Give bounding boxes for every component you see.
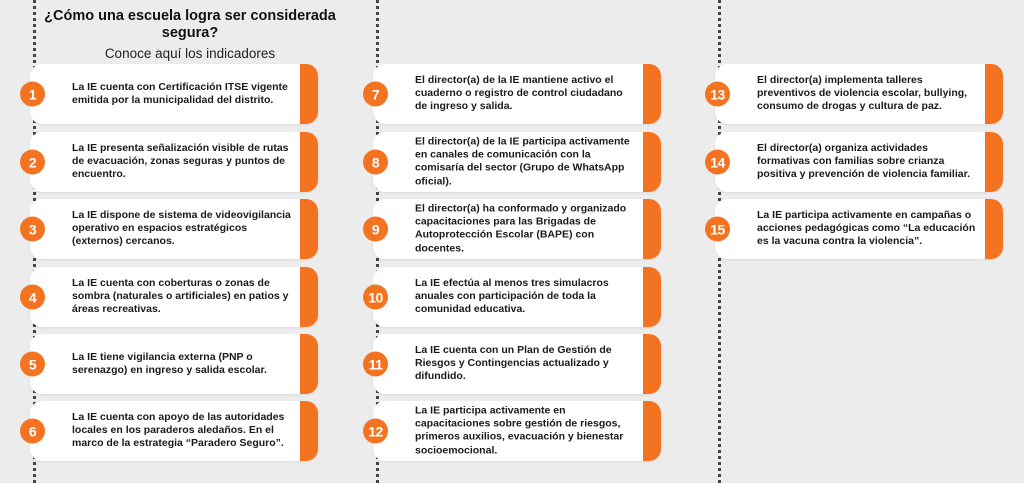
indicator-text: El director(a) de la IE mantiene activo el cuaderno o registro de control ciudadano de ingreso y salida. — [415, 74, 623, 113]
card-accent-tab — [300, 132, 318, 192]
card-accent-tab — [300, 401, 318, 461]
card-accent-tab — [300, 334, 318, 394]
card-accent-tab — [300, 64, 318, 124]
indicator-number-badge: 11 — [363, 352, 388, 377]
indicator-number-badge: 3 — [20, 217, 45, 242]
indicator-card — [710, 199, 1003, 259]
card-accent-tab — [643, 132, 661, 192]
card-accent-tab — [985, 132, 1003, 192]
card-accent-tab — [643, 334, 661, 394]
indicator-text: La IE cuenta con un Plan de Gestión de Riesgos y Contingencias actualizado y difundido. — [415, 344, 612, 383]
indicator-text: La IE cuenta con apoyo de las autoridades locales en los paraderos aledaños. En el marco de la estrategia “Paradero Seguro”. — [72, 411, 285, 450]
card-accent-tab — [300, 267, 318, 327]
indicator-card — [368, 334, 661, 394]
indicator-text: La IE efectúa al menos tres simulacros anuales con participación de toda la comunidad educativa. — [415, 277, 609, 316]
card-accent-tab — [300, 199, 318, 259]
indicator-card — [30, 267, 318, 327]
indicator-card — [710, 64, 1003, 124]
indicator-card — [373, 132, 661, 192]
indicator-card — [373, 64, 661, 124]
card-accent-tab — [643, 199, 661, 259]
indicator-text: El director(a) ha conformado y organizado capacitaciones para las Brigadas de Autoprotección Escolar (BAPE) con docentes. — [415, 202, 627, 255]
indicator-number-badge: 12 — [363, 419, 388, 444]
indicator-number-badge: 15 — [705, 217, 730, 242]
indicator-card — [30, 199, 318, 259]
card-accent-tab — [643, 64, 661, 124]
indicator-text: El director(a) implementa talleres preventivos de violencia escolar, bullying, consumo de drogas y cultura de paz. — [757, 74, 968, 113]
indicator-text: El director(a) organiza actividades formativas con familias sobre crianza positiva y prevención de violencia familiar. — [757, 142, 970, 181]
card-accent-tab — [643, 267, 661, 327]
indicator-number-badge: 6 — [20, 419, 45, 444]
indicator-number-badge: 8 — [363, 150, 388, 175]
card-accent-tab — [643, 401, 661, 461]
indicator-card — [30, 401, 318, 461]
indicator-number-badge: 5 — [20, 352, 45, 377]
card-accent-tab — [985, 199, 1003, 259]
indicator-number-badge: 14 — [705, 150, 730, 175]
indicator-number-badge: 10 — [363, 285, 388, 310]
indicator-card — [710, 132, 1003, 192]
indicator-text: El director(a) de la IE participa activamente en canales de comunicación con la comisaría del sector (Grupo de WhatsApp oficial). — [415, 135, 630, 188]
indicator-number-badge: 4 — [20, 285, 45, 310]
indicator-text: La IE participa activamente en campañas o acciones pedagógicas como “La educación es la vacuna contra la violencia”. — [757, 209, 976, 248]
indicator-text: La IE presenta señalización visible de rutas de evacuación, zonas seguras y puntos de encuentro. — [72, 142, 289, 181]
indicator-number-badge: 13 — [705, 82, 730, 107]
indicator-card — [368, 401, 661, 461]
indicator-text: La IE dispone de sistema de videovigilancia operativo en espacios estratégicos (externos) cercanos. — [72, 209, 291, 248]
indicator-number-badge: 2 — [20, 150, 45, 175]
indicator-card — [30, 334, 318, 394]
indicator-number-badge: 7 — [363, 82, 388, 107]
card-accent-tab — [985, 64, 1003, 124]
page-subtitle: Conoce aquí los indicadores — [104, 46, 276, 61]
indicator-text: La IE cuenta con coberturas o zonas de sombra (naturales o artificiales) en patios y áreas recreativas. — [72, 277, 289, 316]
indicator-text: La IE cuenta con Certificación ITSE vigente emitida por la municipalidad del distrito. — [72, 80, 288, 106]
indicator-card — [30, 64, 318, 124]
indicator-number-badge: 1 — [20, 82, 45, 107]
indicator-card — [30, 132, 318, 192]
indicator-card — [368, 267, 661, 327]
indicator-text: La IE tiene vigilancia externa (PNP o serenazgo) en ingreso y salida escolar. — [72, 350, 267, 376]
page-header — [40, 8, 340, 61]
indicator-text: La IE participa activamente en capacitaciones sobre gestión de riesgos, primeros auxilios, evacuación y bienestar socioemocional. — [415, 404, 624, 457]
indicator-number-badge: 9 — [363, 217, 388, 242]
indicator-card — [373, 199, 661, 259]
page-title: ¿Cómo una escuela logra ser considerada segura? — [44, 8, 336, 41]
